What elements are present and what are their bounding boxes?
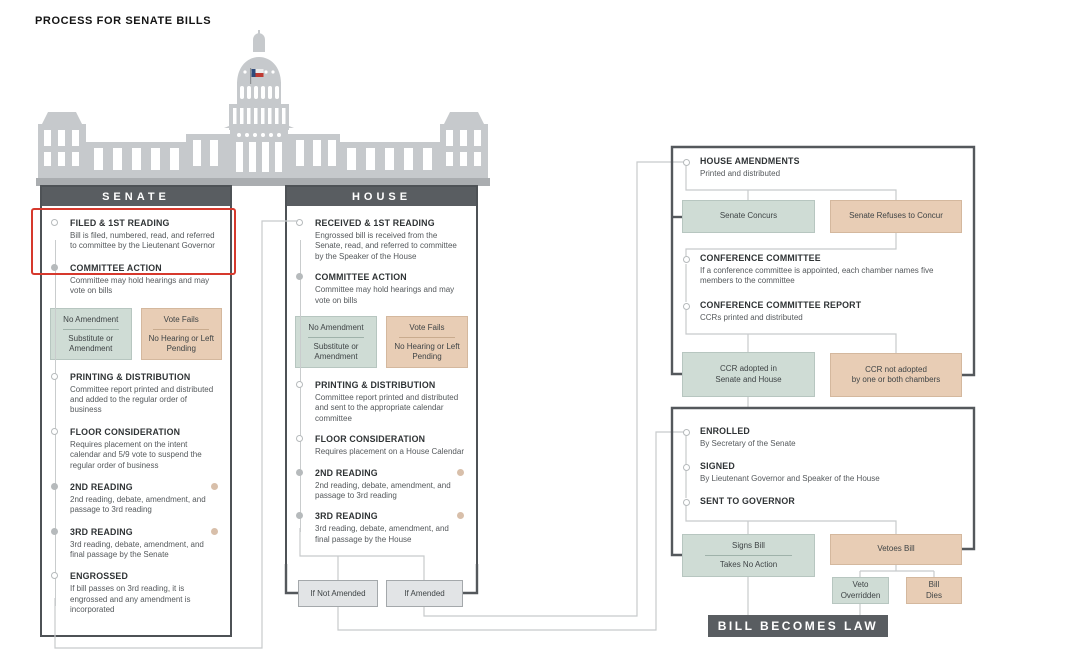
step-title: COMMITTEE ACTION [70, 262, 162, 273]
step-title: PRINTING & DISTRIBUTION [70, 371, 191, 382]
signed-step [700, 461, 960, 484]
step-bullet-icon [51, 428, 58, 435]
senate-no-amendment-box [50, 308, 132, 360]
step-title: COMMITTEE ACTION [315, 272, 407, 283]
highlight-annotation [31, 208, 236, 275]
bill-becomes-law-banner [708, 615, 888, 637]
box-label: Senate Refuses to Concur [849, 211, 943, 221]
step-desc: Committee report printed and distributed and sent to the appropriate calendar committee [315, 392, 459, 423]
step-desc: Requires placement on a House Calendar [315, 447, 464, 457]
step-bullet-icon [296, 381, 303, 388]
step-desc: If bill passes on 3rd reading, it is engrossed and any amendment is incorporated [70, 584, 191, 615]
box-label: Dies [925, 590, 942, 600]
box-label: Bill [928, 580, 940, 590]
box-label: If Not Amended [310, 589, 366, 598]
step-desc: 2nd reading, debate, amendment, and passage to 3rd reading [70, 494, 206, 515]
veto-overridden-box [832, 577, 889, 604]
if-not-amended-box [298, 580, 378, 607]
step-bullet-icon [683, 159, 690, 166]
box-label: Senate Concurs [719, 211, 778, 221]
senate-step-printing-distribution [42, 372, 230, 416]
ccr-not-adopted-box [830, 353, 962, 397]
if-amended-box [386, 580, 463, 607]
step-title: 2ND READING [70, 481, 133, 492]
senate-header: SENATE [42, 187, 230, 206]
box-label: If Amended [404, 589, 445, 598]
senate-concurs-box [682, 200, 815, 233]
house-step-printing-distribution [287, 380, 476, 424]
step-bullet-icon [296, 512, 303, 519]
step-title: ENGROSSED [70, 571, 129, 582]
step-desc: Bill is filed, numbered, read, and referred to committee by the Lieutenant Governor [70, 231, 215, 251]
page-title: PROCESS FOR SENATE BILLS [35, 15, 212, 27]
amendment-dot-icon [457, 469, 464, 476]
step-desc: Committee may hold hearings and may vote on bills [70, 275, 210, 296]
step-bullet-icon [683, 464, 690, 471]
banner-label: BILL BECOMES LAW [717, 619, 879, 633]
senate-step-2nd-reading [42, 482, 230, 516]
outcome-label: No Amendment [308, 322, 364, 332]
box-label: Overridden [840, 590, 881, 600]
senate-refuses-box [830, 200, 962, 233]
house-step-received-first-reading [287, 218, 476, 262]
divider [399, 337, 455, 338]
step-title: 2ND READING [315, 467, 378, 478]
step-bullet-icon [51, 483, 58, 490]
step-desc: If a conference committee is appointed, each chamber names five members to the committee [700, 266, 934, 286]
signs-bill-box [682, 534, 815, 577]
house-step-committee-action [287, 272, 476, 306]
conference-committee-step [700, 253, 962, 287]
divider [705, 555, 793, 556]
amendment-dot-icon [211, 483, 218, 490]
senate-vote-fails-box [141, 308, 223, 360]
divider [153, 329, 209, 330]
step-desc: Requires placement on the intent calendar and 5/9 vote to suspend the regular order of business [70, 439, 202, 470]
box-label: CCR not adopted [865, 364, 927, 374]
outcome-label: No Amendment [63, 314, 119, 324]
box-label: Takes No Action [719, 560, 778, 569]
house-header: HOUSE [287, 187, 476, 206]
capitol-illustration [28, 28, 498, 186]
house-committee-outcomes [295, 316, 468, 368]
step-title: FLOOR CONSIDERATION [70, 426, 181, 437]
step-title: FILED & 1ST READING [70, 218, 170, 228]
bill-dies-box [906, 577, 962, 604]
senate-step-engrossed [42, 571, 230, 615]
house-step-3rd-reading [287, 511, 476, 545]
step-title: RECEIVED & 1ST READING [315, 218, 435, 228]
enrolled-step [700, 426, 950, 449]
house-step-2nd-reading [287, 468, 476, 502]
step-bullet-icon [683, 256, 690, 263]
outcome-label: Substitute or Amendment [68, 333, 114, 353]
house-column [285, 185, 478, 565]
step-desc: Committee report printed and distributed and added to the regular order of business [70, 384, 214, 415]
box-label: Signs Bill [732, 540, 765, 550]
step-bullet-icon [683, 429, 690, 436]
house-amendments-step [700, 156, 950, 179]
step-desc: 3rd reading, debate, amendment, and final passage by the House [315, 524, 449, 544]
step-title: CONFERENCE COMMITTEE REPORT [700, 300, 862, 310]
box-label: CCR adopted in [720, 364, 777, 374]
step-desc: By Secretary of the Senate [700, 439, 796, 448]
step-title: HOUSE AMENDMENTS [700, 156, 800, 166]
step-desc: 2nd reading, debate, amendment, and passage to 3rd reading [315, 480, 451, 500]
senate-step-3rd-reading [42, 527, 230, 561]
step-desc: Engrossed bill is received from the Senate, read, and referred to committee by the Speaker of the House [315, 231, 457, 261]
senate-step-floor-consideration [42, 427, 230, 471]
box-label: by one or both chambers [851, 375, 941, 384]
house-step-floor-consideration [287, 434, 476, 457]
step-title: FLOOR CONSIDERATION [315, 434, 426, 445]
outcome-label: Vote Fails [163, 314, 199, 324]
step-desc: CCRs printed and distributed [700, 313, 803, 322]
box-label: Vetoes Bill [877, 544, 915, 554]
house-steps [287, 206, 476, 545]
step-title: SIGNED [700, 461, 735, 471]
outcome-label: No Hearing or Left Pending [148, 333, 214, 353]
outcome-label: No Hearing or Left Pending [394, 341, 460, 361]
step-bullet-icon [51, 373, 58, 380]
step-bullet-icon [51, 528, 58, 535]
step-bullet-icon [51, 572, 58, 579]
step-bullet-icon [683, 303, 690, 310]
step-desc: By Lieutenant Governor and Speaker of the House [700, 474, 880, 483]
step-bullet-icon [296, 219, 303, 226]
ccr-adopted-box [682, 352, 815, 397]
step-desc: Printed and distributed [700, 169, 781, 178]
house-no-amendment-box [295, 316, 377, 368]
step-desc: 3rd reading, debate, amendment, and final passage by the Senate [70, 539, 204, 560]
house-vote-fails-box [386, 316, 468, 368]
step-title: CONFERENCE COMMITTEE [700, 253, 821, 263]
sent-to-governor-step [700, 496, 950, 506]
step-title: SENT TO GOVERNOR [700, 496, 795, 506]
senate-committee-outcomes [50, 308, 222, 360]
divider [63, 329, 119, 330]
step-desc: Committee may hold hearings and may vote on bills [315, 285, 455, 305]
box-label: Veto [852, 580, 869, 590]
vetoes-bill-box [830, 534, 962, 565]
step-title: 3RD READING [315, 511, 378, 522]
step-bullet-icon [683, 499, 690, 506]
step-title: 3RD READING [70, 526, 133, 537]
outcome-label: Vote Fails [409, 322, 445, 332]
step-bullet-icon [296, 469, 303, 476]
step-title: ENROLLED [700, 426, 750, 436]
box-label: Senate and House [715, 374, 782, 384]
step-title: PRINTING & DISTRIBUTION [315, 379, 436, 390]
step-bullet-icon [296, 435, 303, 442]
outcome-label: Substitute or Amendment [313, 341, 359, 361]
amendment-dot-icon [211, 528, 218, 535]
divider [308, 337, 364, 338]
conference-report-step [700, 300, 962, 323]
step-bullet-icon [296, 273, 303, 280]
